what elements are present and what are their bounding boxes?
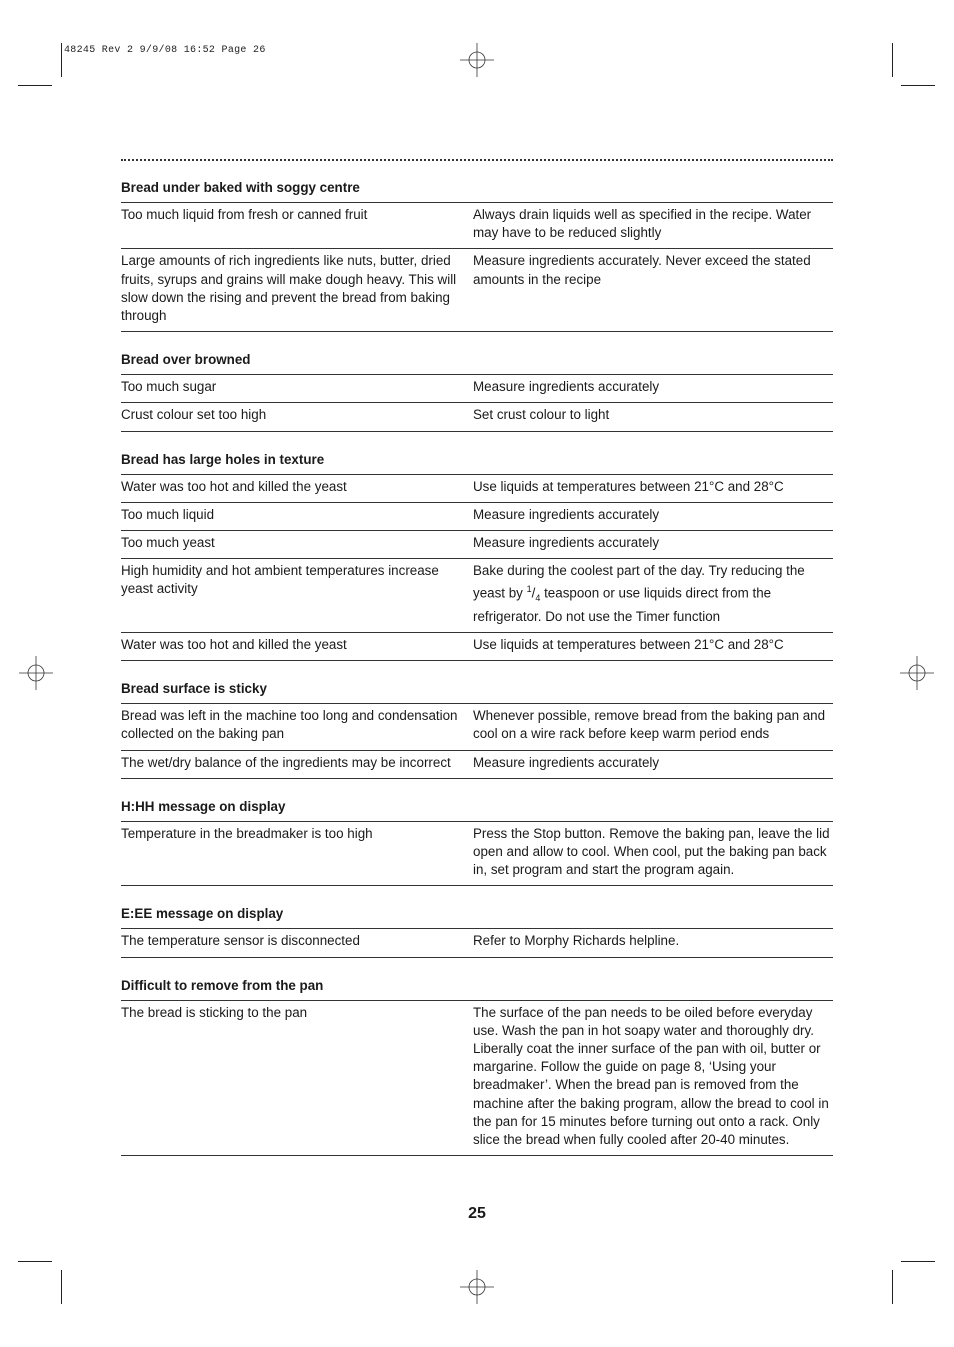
table-row (121, 403, 833, 431)
remedy-cell: Press the Stop button. Remove the baking pan, leave the lid open and allow to cool. When cool, put the baking pan back in, set program and start the program again. (473, 825, 830, 878)
section-title: Bread has large holes in texture (121, 450, 833, 475)
section-large-holes (121, 450, 833, 662)
cause-cell: The temperature sensor is disconnected (121, 933, 360, 949)
cause-cell: High humidity and hot ambient temperatures increase yeast activity (121, 563, 439, 597)
remedy-cell: Measure ingredients accurately. Never exceed the stated amounts in the recipe (473, 253, 811, 287)
table-row (121, 929, 833, 957)
remedy-cell: Always drain liquids well as specified in the recipe. Water may have to be reduced slightly (473, 207, 812, 241)
section-eee-message (121, 904, 833, 957)
crop-mark-bottom-right-vertical (892, 1270, 893, 1304)
remedy-cell: Refer to Morphy Richards helpline. (473, 933, 680, 949)
section-title: H:HH message on display (121, 797, 833, 822)
cause-cell: Water was too hot and killed the yeast (121, 636, 347, 652)
registration-mark-top-icon (460, 43, 494, 77)
cause-cell: Temperature in the breadmaker is too high (121, 825, 373, 841)
remedy-cell: The surface of the pan needs to be oiled before everyday use. Wash the pan in hot soapy water and thoroughly dry. Liberally coat the inner surface of the pan with oil, butter or margarine. Follow the guide on page 8, ‘Using your breadmaker’. When the bread pan is removed from the machine after the baking program, allow the bread to cool in the pan for 15 minutes before turning out onto a rack. Only slice the bread when fully cooled after 20-40 minutes. (473, 1004, 829, 1148)
registration-mark-bottom-icon (460, 1270, 494, 1304)
section-title: Bread surface is sticky (121, 679, 833, 704)
section-title: E:EE message on display (121, 904, 833, 929)
crop-mark-top-left-horizontal (18, 85, 52, 86)
remedy-cell: Set crust colour to light (473, 407, 610, 423)
dotted-rule (121, 159, 833, 161)
section-over-browned (121, 350, 833, 431)
table-row (121, 751, 833, 779)
cause-cell: Crust colour set too high (121, 407, 267, 423)
registration-mark-left-icon (19, 656, 53, 690)
cause-cell: Too much yeast (121, 535, 215, 551)
remedy-cell: Whenever possible, remove bread from the baking pan and cool on a wire rack before keep warm period ends (473, 708, 826, 742)
table-row (121, 1001, 833, 1157)
section-title: Difficult to remove from the pan (121, 976, 833, 1001)
crop-mark-top-left-vertical (61, 43, 62, 77)
section-difficult-remove (121, 976, 833, 1157)
section-hhh-message (121, 797, 833, 887)
table-row (121, 704, 833, 750)
table-row (121, 503, 833, 531)
table-row (121, 531, 833, 559)
troubleshooting-table (121, 178, 833, 1156)
remedy-cell: Measure ingredients accurately (473, 379, 660, 395)
remedy-cell: Measure ingredients accurately (473, 506, 660, 522)
table-row (121, 559, 833, 633)
section-under-baked (121, 178, 833, 332)
page-number: 25 (468, 1205, 486, 1222)
table-row (121, 475, 833, 503)
remedy-cell: Measure ingredients accurately (473, 754, 660, 770)
table-row (121, 375, 833, 403)
section-title: Bread under baked with soggy centre (121, 178, 833, 203)
table-row (121, 822, 833, 887)
section-title: Bread over browned (121, 350, 833, 375)
fraction-numerator: 1 (526, 584, 532, 595)
crop-mark-top-right-vertical (892, 43, 893, 77)
print-slug: 48245 Rev 2 9/9/08 16:52 Page 26 (64, 45, 266, 56)
crop-mark-top-right-horizontal (901, 85, 935, 86)
remedy-cell: Use liquids at temperatures between 21°C and 28°C (473, 478, 784, 494)
cause-cell: The bread is sticking to the pan (121, 1004, 308, 1020)
cause-cell: Water was too hot and killed the yeast (121, 478, 347, 494)
remedy-cell: Bake during the coolest part of the day. Try reducing the yeast by $^1/_4$ teaspoon or use liquids direct from the refrigerator. Do not use the Timer function (473, 563, 805, 624)
cause-cell: Too much sugar (121, 379, 217, 395)
crop-mark-bottom-left-vertical (61, 1270, 62, 1304)
remedy-text-before: Bake during the coolest part of the day. Try reducing the yeast by (473, 563, 805, 601)
cause-cell: Large amounts of rich ingredients like nuts, butter, dried fruits, syrups and grains will make dough heavy. This will slow down the rising and prevent the bread from baking through (121, 253, 457, 324)
registration-mark-right-icon (900, 656, 934, 690)
table-row (121, 633, 833, 661)
remedy-text-after: teaspoon or use liquids direct from the refrigerator. Do not use the Timer function (473, 585, 772, 624)
cause-cell: Too much liquid (121, 506, 215, 522)
cause-cell: Too much liquid from fresh or canned fruit (121, 207, 368, 222)
cause-cell: Bread was left in the machine too long and condensation collected on the baking pan (121, 708, 458, 742)
remedy-cell: Use liquids at temperatures between 21°C and 28°C (473, 636, 784, 652)
cause-cell: The wet/dry balance of the ingredients may be incorrect (121, 754, 451, 770)
fraction-denominator: 4 (535, 593, 541, 604)
crop-mark-bottom-left-horizontal (18, 1261, 52, 1262)
table-row (121, 203, 833, 249)
section-sticky-surface (121, 679, 833, 779)
table-row (121, 249, 833, 332)
remedy-cell: Measure ingredients accurately (473, 535, 660, 551)
crop-mark-bottom-right-horizontal (901, 1261, 935, 1262)
